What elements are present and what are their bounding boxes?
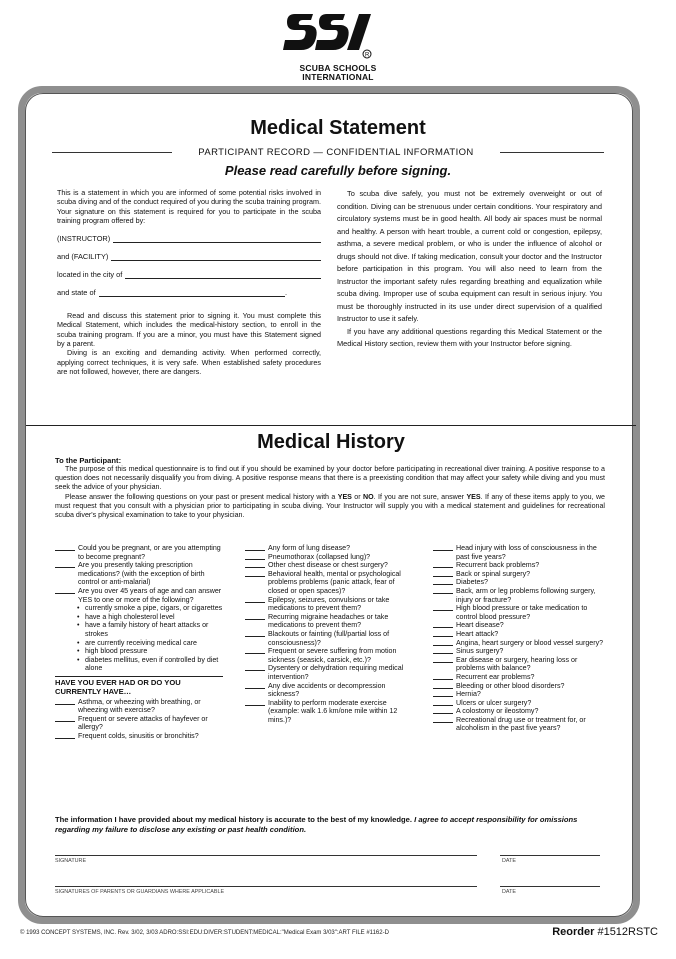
question-item[interactable]: Could you be pregnant, or are you attempting to become pregnant?: [55, 544, 227, 561]
declaration-text: The information I have provided about my medical history is accurate to the best of my knowledge. I agree to accept responsibility for omissions regarding my failure to disclose any existing or past health condition.: [55, 815, 578, 834]
logo-line-2: INTERNATIONAL: [302, 72, 374, 82]
statement-intro: This is a statement in which you are informed of some potential risks involved in scuba diving and of the conduct required of you during the scuba training program. Your signature on this statement is required for you to participate in the scuba training program offered by:: [57, 188, 321, 225]
question-item[interactable]: Inability to perform moderate exercise (example: walk 1.6 km/one mile within 12 mins.)?: [245, 699, 417, 725]
question-item[interactable]: Recurring migraine headaches or take medications to prevent them?: [245, 613, 417, 630]
history-instructions: Please answer the following questions on your past or present medical history with a YES or NO. If you are not sure, answer YES. If any of these items apply to you, we must request that you consult with a physician prior to participating in scuba diving. Your Instructor will supply you with a medical statement and guidelines for recreational scuba diver's physical examination to take to your physician.: [55, 492, 606, 520]
question-item[interactable]: Diabetes?: [433, 578, 605, 587]
question-item[interactable]: Sinus surgery?: [433, 647, 605, 656]
parents-signature-label: SIGNATURES OF PARENTS OR GUARDIANS WHERE APPLICABLE: [55, 889, 225, 895]
date-field-1[interactable]: [500, 838, 600, 855]
parents-signature-field[interactable]: [55, 869, 477, 886]
question-item[interactable]: Head injury with loss of consciousness in the past five years?: [433, 544, 605, 561]
question-item[interactable]: Pneumothorax (collapsed lung)?: [245, 553, 417, 562]
question-item[interactable]: Epilepsy, seizures, convulsions or take medications to prevent them?: [245, 596, 417, 613]
reorder-code: Reorder #1512RSTC: [552, 926, 658, 938]
instructor-field[interactable]: (INSTRUCTOR): [57, 225, 321, 243]
question-item[interactable]: Heart disease?: [433, 621, 605, 630]
ssi-logo-mark: [283, 8, 393, 64]
question-item[interactable]: High blood pressure or take medication to control blood pressure?: [433, 604, 605, 621]
question-item[interactable]: Other chest disease or chest surgery?: [245, 561, 417, 570]
question-item[interactable]: Recreational drug use or treatment for, or alcoholism in the past five years?: [433, 716, 605, 733]
question-item[interactable]: Bleeding or other blood disorders?: [433, 682, 605, 691]
question-item[interactable]: Hernia?: [433, 690, 605, 699]
question-item[interactable]: A colostomy or ileostomy?: [433, 707, 605, 716]
question-item[interactable]: Blackouts or fainting (full/partial loss of consciousness)?: [245, 630, 417, 647]
age-sub-list: • currently smoke a pipe, cigars, or cigarettes • have a high cholesterol level • have a family history of heart attacks or strokes • are currently receiving medical care • high blood pressure • diabetes mellitus, even if controlled by diet alone: [55, 604, 227, 673]
question-item[interactable]: Back, arm or leg problems following surgery, injury or fracture?: [433, 587, 605, 604]
question-item[interactable]: Angina, heart surgery or blood vessel surgery?: [433, 639, 605, 648]
signature-label: SIGNATURE: [55, 858, 87, 864]
history-title: Medical History: [257, 431, 405, 453]
statement-title: Medical Statement: [250, 117, 426, 139]
city-field[interactable]: located in the city of: [57, 261, 321, 279]
question-item[interactable]: Ear disease or surgery, hearing loss or problems with balance?: [433, 656, 605, 673]
question-item[interactable]: Frequent colds, sinusitis or bronchitis?: [55, 732, 227, 741]
footer-copyright: © 1993 CONCEPT SYSTEMS, INC. Rev. 3/02, 3/03 ADRO:SSI:EDU:DIVER:STUDENT:MEDICAL:"Medical Exam 3/03":ART FILE #1162-D: [20, 930, 389, 936]
question-item[interactable]: Behavioral health, mental or psychological problems problems (panic attack, fear of closed or open spaces)?: [245, 570, 417, 596]
statement-subtitle: PARTICIPANT RECORD — CONFIDENTIAL INFORMATION: [198, 147, 474, 158]
question-item[interactable]: Are you over 45 years of age and can answer YES to one or more of the following?: [55, 587, 227, 604]
question-item[interactable]: Recurrent ear problems?: [433, 673, 605, 682]
question-item[interactable]: Frequent or severe suffering from motion sickness (seasick, carsick, etc.)?: [245, 647, 417, 664]
question-item[interactable]: Recurrent back problems?: [433, 561, 605, 570]
question-item[interactable]: Asthma, or wheezing with breathing, or wheezing with exercise?: [55, 698, 227, 715]
question-item[interactable]: Heart attack?: [433, 630, 605, 639]
logo-line-1: SCUBA SCHOOLS: [299, 63, 377, 73]
question-item[interactable]: Frequent or severe attacks of hayfever or allergy?: [55, 715, 227, 732]
have-you-ever-heading: HAVE YOU EVER HAD OR DO YOU CURRENTLY HAVE…: [55, 677, 181, 696]
questions-column-1: [55, 544, 227, 740]
date-field-2[interactable]: [500, 869, 600, 886]
to-participant-heading: To the Participant:: [55, 456, 122, 465]
question-item[interactable]: Dysentery or dehydration requiring medical intervention?: [245, 664, 417, 681]
svg-text:R: R: [365, 52, 370, 59]
questions-column-3: [433, 544, 605, 733]
ssi-logo: [283, 8, 393, 84]
statement-questions: If you have any additional questions regarding this Medical Statement or the Medical History section, review them with your Instructor before signing.: [337, 326, 602, 348]
date-label-1: DATE: [502, 858, 516, 864]
ssi-logo-name: [283, 64, 393, 82]
question-item[interactable]: Back or spinal surgery?: [433, 570, 605, 579]
statement-left-column: [57, 188, 321, 376]
history-intro: [55, 456, 605, 520]
date-label-2: DATE: [502, 889, 516, 895]
statement-para-diving: Diving is an exciting and demanding activity. When performed correctly, applying correct techniques, it is very safe. When established safety procedures are not followed, however, there are dangers.: [57, 348, 321, 376]
signature-field[interactable]: [55, 838, 477, 855]
question-item[interactable]: Ulcers or ulcer surgery?: [433, 699, 605, 708]
state-field[interactable]: and state of .: [57, 288, 287, 298]
facility-field[interactable]: and (FACILITY): [57, 243, 321, 261]
question-item[interactable]: Are you presently taking prescription medications? (with the exception of birth control or anti-malarial): [55, 561, 227, 587]
question-item[interactable]: Any form of lung disease?: [245, 544, 417, 553]
statement-right-column: [337, 188, 602, 351]
history-purpose: The purpose of this medical questionnaire is to find out if you should be examined by your doctor before participating in recreational diver training. A positive response to a question does not necessarily disqualify you from diving. A positive response means that there is a preexisting condition that may affect your safety while diving and you must seek the advice of your physician.: [55, 465, 605, 492]
questions-column-2: [245, 544, 417, 724]
statement-para-read: Read and discuss this statement prior to signing it. You must complete this Medical Statement, which includes the medical-history section, to enroll in the scuba training program. If you are a minor, you must have this Statement signed by a parent.: [57, 311, 321, 349]
statement-safety: To scuba dive safely, you must not be extremely overweight or out of condition. Diving can be strenuous under certain conditions. Your respiratory and circulatory systems must be in good health. All body air spaces must be normal and healthy. A person with heart trouble, a current cold or congestion, epilepsy, asthma, a severe medical problem, or who is under the influence of alcohol or drugs should not dive. If taking medication, consult your doctor and the Instructor before participation in this program. You will also need to learn from the Instructor the important safety rules regarding breathing and equalization while scuba diving. Improper use of scuba equipment can result in serious injury. You must be thoroughly instructed in its use under direct supervision of a qualified Instructor to use it safely.: [337, 189, 602, 323]
statement-emphasis: Please read carefully before signing.: [224, 163, 452, 178]
question-item[interactable]: Any dive accidents or decompression sickness?: [245, 682, 417, 699]
